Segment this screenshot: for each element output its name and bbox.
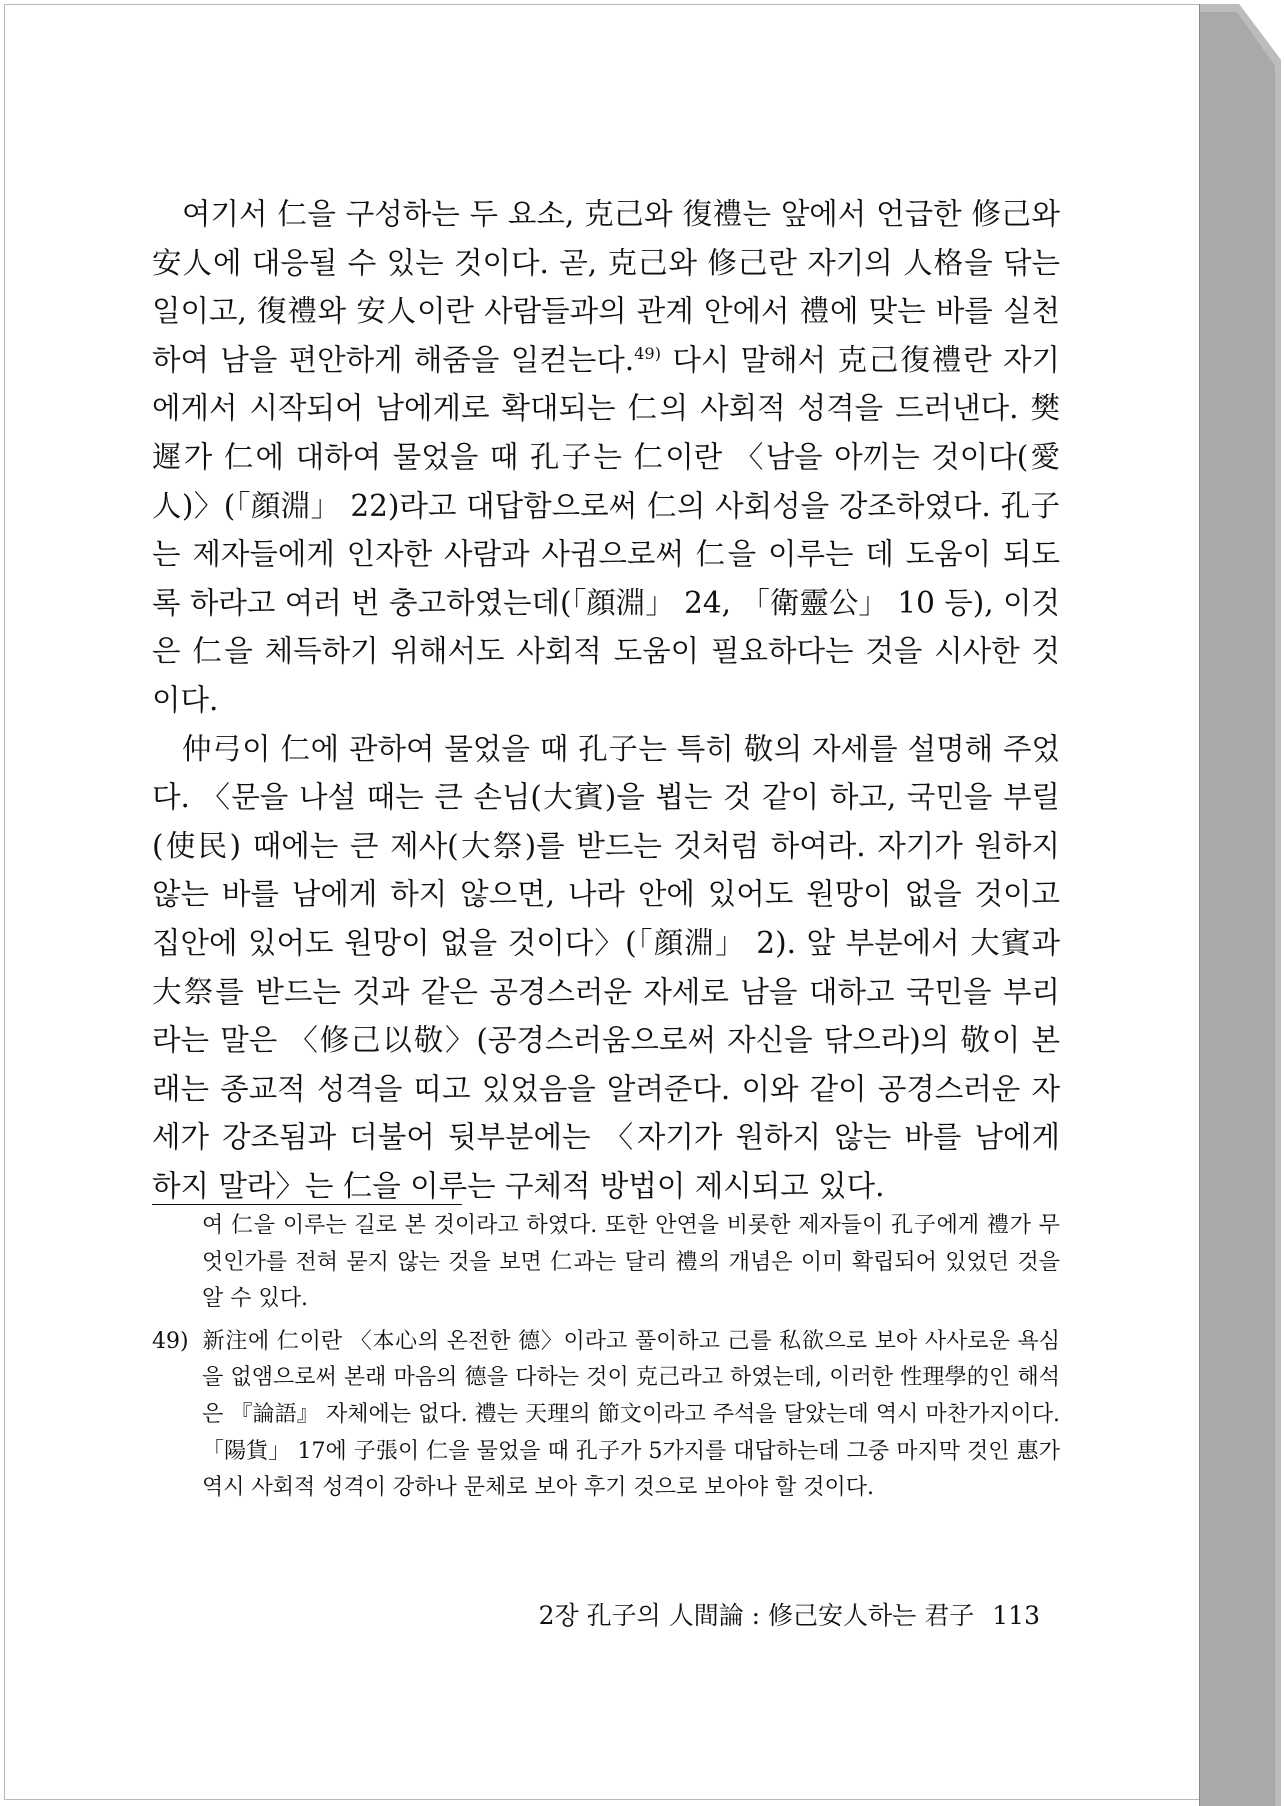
page-stack-shadow: [1199, 0, 1284, 1806]
footnote-49: [152, 1324, 1060, 1507]
main-text: [152, 190, 1060, 1210]
running-footer: [539, 1596, 1040, 1632]
footnotes: [152, 1208, 1060, 1507]
running-title: 2장 孔子의 人間論 : 修己安人하는 君子: [538, 1601, 975, 1630]
footnote-divider: [152, 1204, 462, 1205]
footnote-reference: 49): [634, 343, 662, 363]
paragraph: 仲弓이 仁에 관하여 물었을 때 孔子는 특히 敬의 자세를 설명해 주었다. 〈문을 나설 때는 큰 손님(大賓)을 뵙는 것 같이 하고, 국민을 부릴(使民) 때에는 큰 제사(大祭)를 받드는 것처럼 하여라. 자기가 원하지 않는 바를 남에게 하지 않으면, 나라 안에 있어도 원망이 없을 것이고 집안에 있어도 원망이 없을 것이다〉(「顔淵」 2). 앞 부분에서 大賓과 大祭를 받드는 것과 같은 공경스러운 자세로 남을 대하고 국민을 부리라는 말은 〈修己以敬〉(공경스러움으로써 자신을 닦으라)의 敬이 본래는 종교적 성격을 띠고 있었음을 알려준다. 이와 같이 공경스러운 자세가 강조됨과 더불어 뒷부분에는 〈자기가 원하지 않는 바를 남에게 하지 말라〉는 仁을 이루는 구체적 방법이 제시되고 있다.: [152, 731, 1060, 1203]
paragraph: [152, 190, 1060, 725]
paragraph-text: 여기서 仁을 구성하는 두 요소, 克己와 復禮는 앞에서 언급한 修己와 安人에 대응될 수 있는 것이다. 곧, 克己와 修己란 자기의 人格을 닦는 일이고, 復禮와 安人이란 사람들과의 관계 안에서 禮에 맞는 바를 실천하여 남을 편안하게 해줌을 일컫는다.: [152, 197, 1060, 377]
paragraph-text-continued: 다시 말해서 克己復禮란 자기에게서 시작되어 남에게로 확대되는 仁의 사회적 성격을 드러낸다. 樊遲가 仁에 대하여 물었을 때 孔子는 仁이란 〈남을 아끼는 것이다(愛人)〉(「顔淵」 22)라고 대답함으로써 仁의 사회성을 강조하였다. 孔子는 제자들에게 인자한 사람과 사귐으로써 仁을 이루는 데 도움이 되도록 하라고 여러 번 충고하였는데(「顔淵」 24, 「衛靈公」 10 등), 이것은 仁을 체득하기 위해서도 사회적 도움이 필요하다는 것을 시사한 것이다.: [152, 342, 1060, 717]
page-number: 113: [992, 1601, 1040, 1630]
footnote-text: 新注에 仁이란 〈本心의 온전한 德〉이라고 풀이하고 己를 私欲으로 보아 사사로운 욕심을 없앰으로써 본래 마음의 德을 다하는 것이 克己라고 하였는데, 이러한 性理學的인 해석은 『論語』 자체에는 없다. 禮는 天理의 節文이라고 주석을 달았는데 역시 마찬가지이다. 「陽貨」 17에 子張이 仁을 물었을 때 孔子가 5가지를 대답하는데 그중 마지막 것인 惠가 역시 사회적 성격이 강하나 문체로 보아 후기 것으로 보아야 할 것이다.: [202, 1328, 1060, 1501]
footnote-number: 49): [152, 1328, 189, 1354]
footnote-continued: 여 仁을 이루는 길로 본 것이라고 하였다. 또한 안연을 비롯한 제자들이 孔子에게 禮가 무엇인가를 전혀 묻지 않는 것을 보면 仁과는 달리 禮의 개념은 이미 확립되어 있었던 것을 알 수 있다.: [202, 1213, 1060, 1312]
